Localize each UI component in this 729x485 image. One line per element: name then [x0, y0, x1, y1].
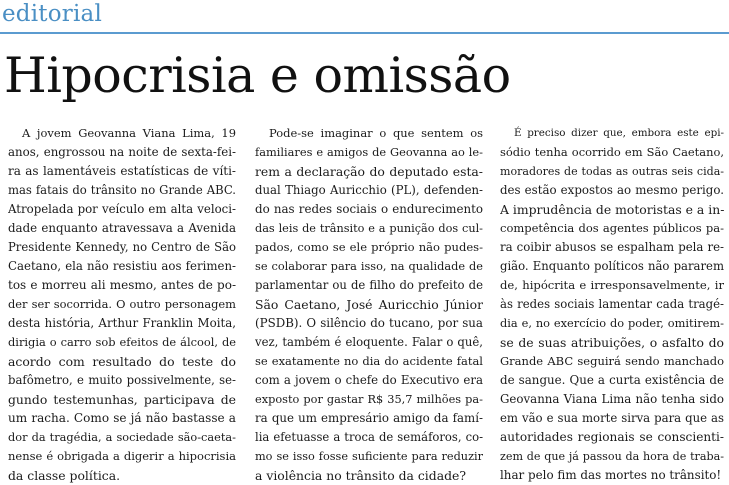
text-line: competência dos agentes públicos pa- — [500, 221, 724, 235]
text-line: da classe política. — [8, 468, 121, 483]
text-line: gião. Enquanto políticos não pararem — [500, 259, 724, 273]
text-line: desta história, Arthur Franklin Moita, — [8, 316, 236, 330]
text-line: de, hipócrita e irresponsavelmente, ir — [500, 278, 724, 292]
article-body — [0, 124, 729, 483]
text-line: rem a declaração do deputado esta- — [255, 164, 483, 179]
text-line: dirigia o carro sob efeitos de álcool, de — [8, 335, 236, 349]
text-line: der ser socorrida. O outro personagem — [8, 297, 236, 311]
text-line: A imprudência de motoristas e a in- — [500, 202, 724, 217]
text-line: de sangue. Que a curta existência de — [500, 373, 724, 387]
text-line: acordo com resultado do teste do — [8, 354, 236, 369]
text-line: lia efetuasse a troca de semáforos, co- — [255, 430, 483, 444]
text-line: gundo testemunhas, participava de — [8, 392, 236, 407]
text-line: exposto por gastar R$ 35,7 milhões pa- — [255, 392, 483, 406]
text-line: É preciso dizer que, embora este epi- — [514, 127, 724, 139]
text-line: São Caetano, José Auricchio Júnior — [255, 297, 483, 312]
text-line: pados, como se ele próprio não pudes- — [255, 240, 483, 254]
text-line: mo se isso fosse suficiente para reduzir — [255, 450, 483, 463]
text-line: se de suas atribuições, o asfalto do — [500, 335, 724, 350]
text-line: autoridades regionais se conscienti- — [500, 430, 724, 444]
text-line: das leis de trânsito e a punição dos cul- — [255, 222, 483, 235]
text-line: dia e, no exercício do poder, omitirem- — [500, 316, 724, 330]
text-line: se exatamente no dia do acidente fatal — [255, 354, 483, 368]
text-line: (PSDB). O silêncio do tucano, por sua — [255, 316, 483, 330]
text-line: Pode-se imaginar o que sentem os — [269, 126, 483, 140]
text-line: com a jovem o chefe do Executivo era — [255, 373, 483, 387]
text-line: A jovem Geovanna Viana Lima, 19 — [22, 126, 236, 140]
text-line: parlamentar ou de filho do prefeito de — [255, 278, 483, 292]
text-line: lhar pelo fim das mortes no trânsito! — [500, 468, 722, 482]
text-line: Presidente Kennedy, no Centro de São — [8, 240, 236, 254]
headline: Hipocrisia e omissão — [4, 47, 511, 104]
text-line: zem de que já passou da hora de traba- — [500, 450, 724, 463]
section-label: editorial — [2, 1, 102, 27]
text-line: bafômetro, e muito possivelmente, se- — [8, 373, 236, 387]
text-line: um racha. Como se já não bastasse a — [8, 411, 236, 425]
text-line: Grande ABC seguirá sendo manchado — [500, 354, 724, 368]
text-line: anos, engrossou na noite de sexta-fei- — [8, 145, 236, 159]
article-column-2 — [255, 124, 483, 485]
text-line: mas fatais do trânsito no Grande ABC. — [8, 183, 236, 197]
text-line: sódio tenha ocorrido em São Caetano, — [500, 145, 724, 159]
section-divider — [0, 32, 729, 34]
text-line: dor da tragédia, a sociedade são-caeta- — [8, 430, 236, 444]
text-line: ra que um empresário amigo da famí- — [255, 411, 483, 425]
text-line: se colaborar para isso, na qualidade de — [255, 259, 483, 273]
text-line: dade enquanto atravessava a Avenida — [8, 221, 236, 235]
text-line: dual Thiago Auricchio (PL), defenden- — [255, 183, 483, 197]
text-line: Atropelada por veículo em alta veloci- — [8, 202, 236, 216]
text-line: Geovanna Viana Lima não tenha sido — [500, 392, 724, 406]
text-line: em vão e sua morte sirva para que as — [500, 411, 724, 425]
text-line: a violência no trânsito da cidade? — [255, 468, 466, 483]
article-column-1 — [8, 124, 236, 485]
article-column-3 — [500, 124, 724, 485]
text-line: do nas redes sociais o endurecimento — [255, 202, 483, 216]
text-line: tos e morreu ali mesmo, antes de po- — [8, 278, 236, 292]
text-line: ra as lamentáveis estatísticas de víti- — [8, 164, 236, 178]
text-line: moradores de todas as outras seis cida- — [500, 165, 724, 178]
text-line: ra coibir abusos se espalham pela re- — [500, 240, 724, 254]
text-line: familiares e amigos de Geovanna ao le- — [255, 145, 483, 159]
text-line: Caetano, ela não resistiu aos ferimen- — [8, 259, 236, 273]
text-line: des estão expostos ao mesmo perigo. — [500, 183, 724, 197]
text-line: vez, também é eloquente. Falar o quê, — [255, 335, 483, 349]
text-line: nense é obrigada a digerir a hipocrisia — [8, 449, 236, 463]
text-line: às redes sociais lamentar cada tragé- — [500, 297, 724, 311]
